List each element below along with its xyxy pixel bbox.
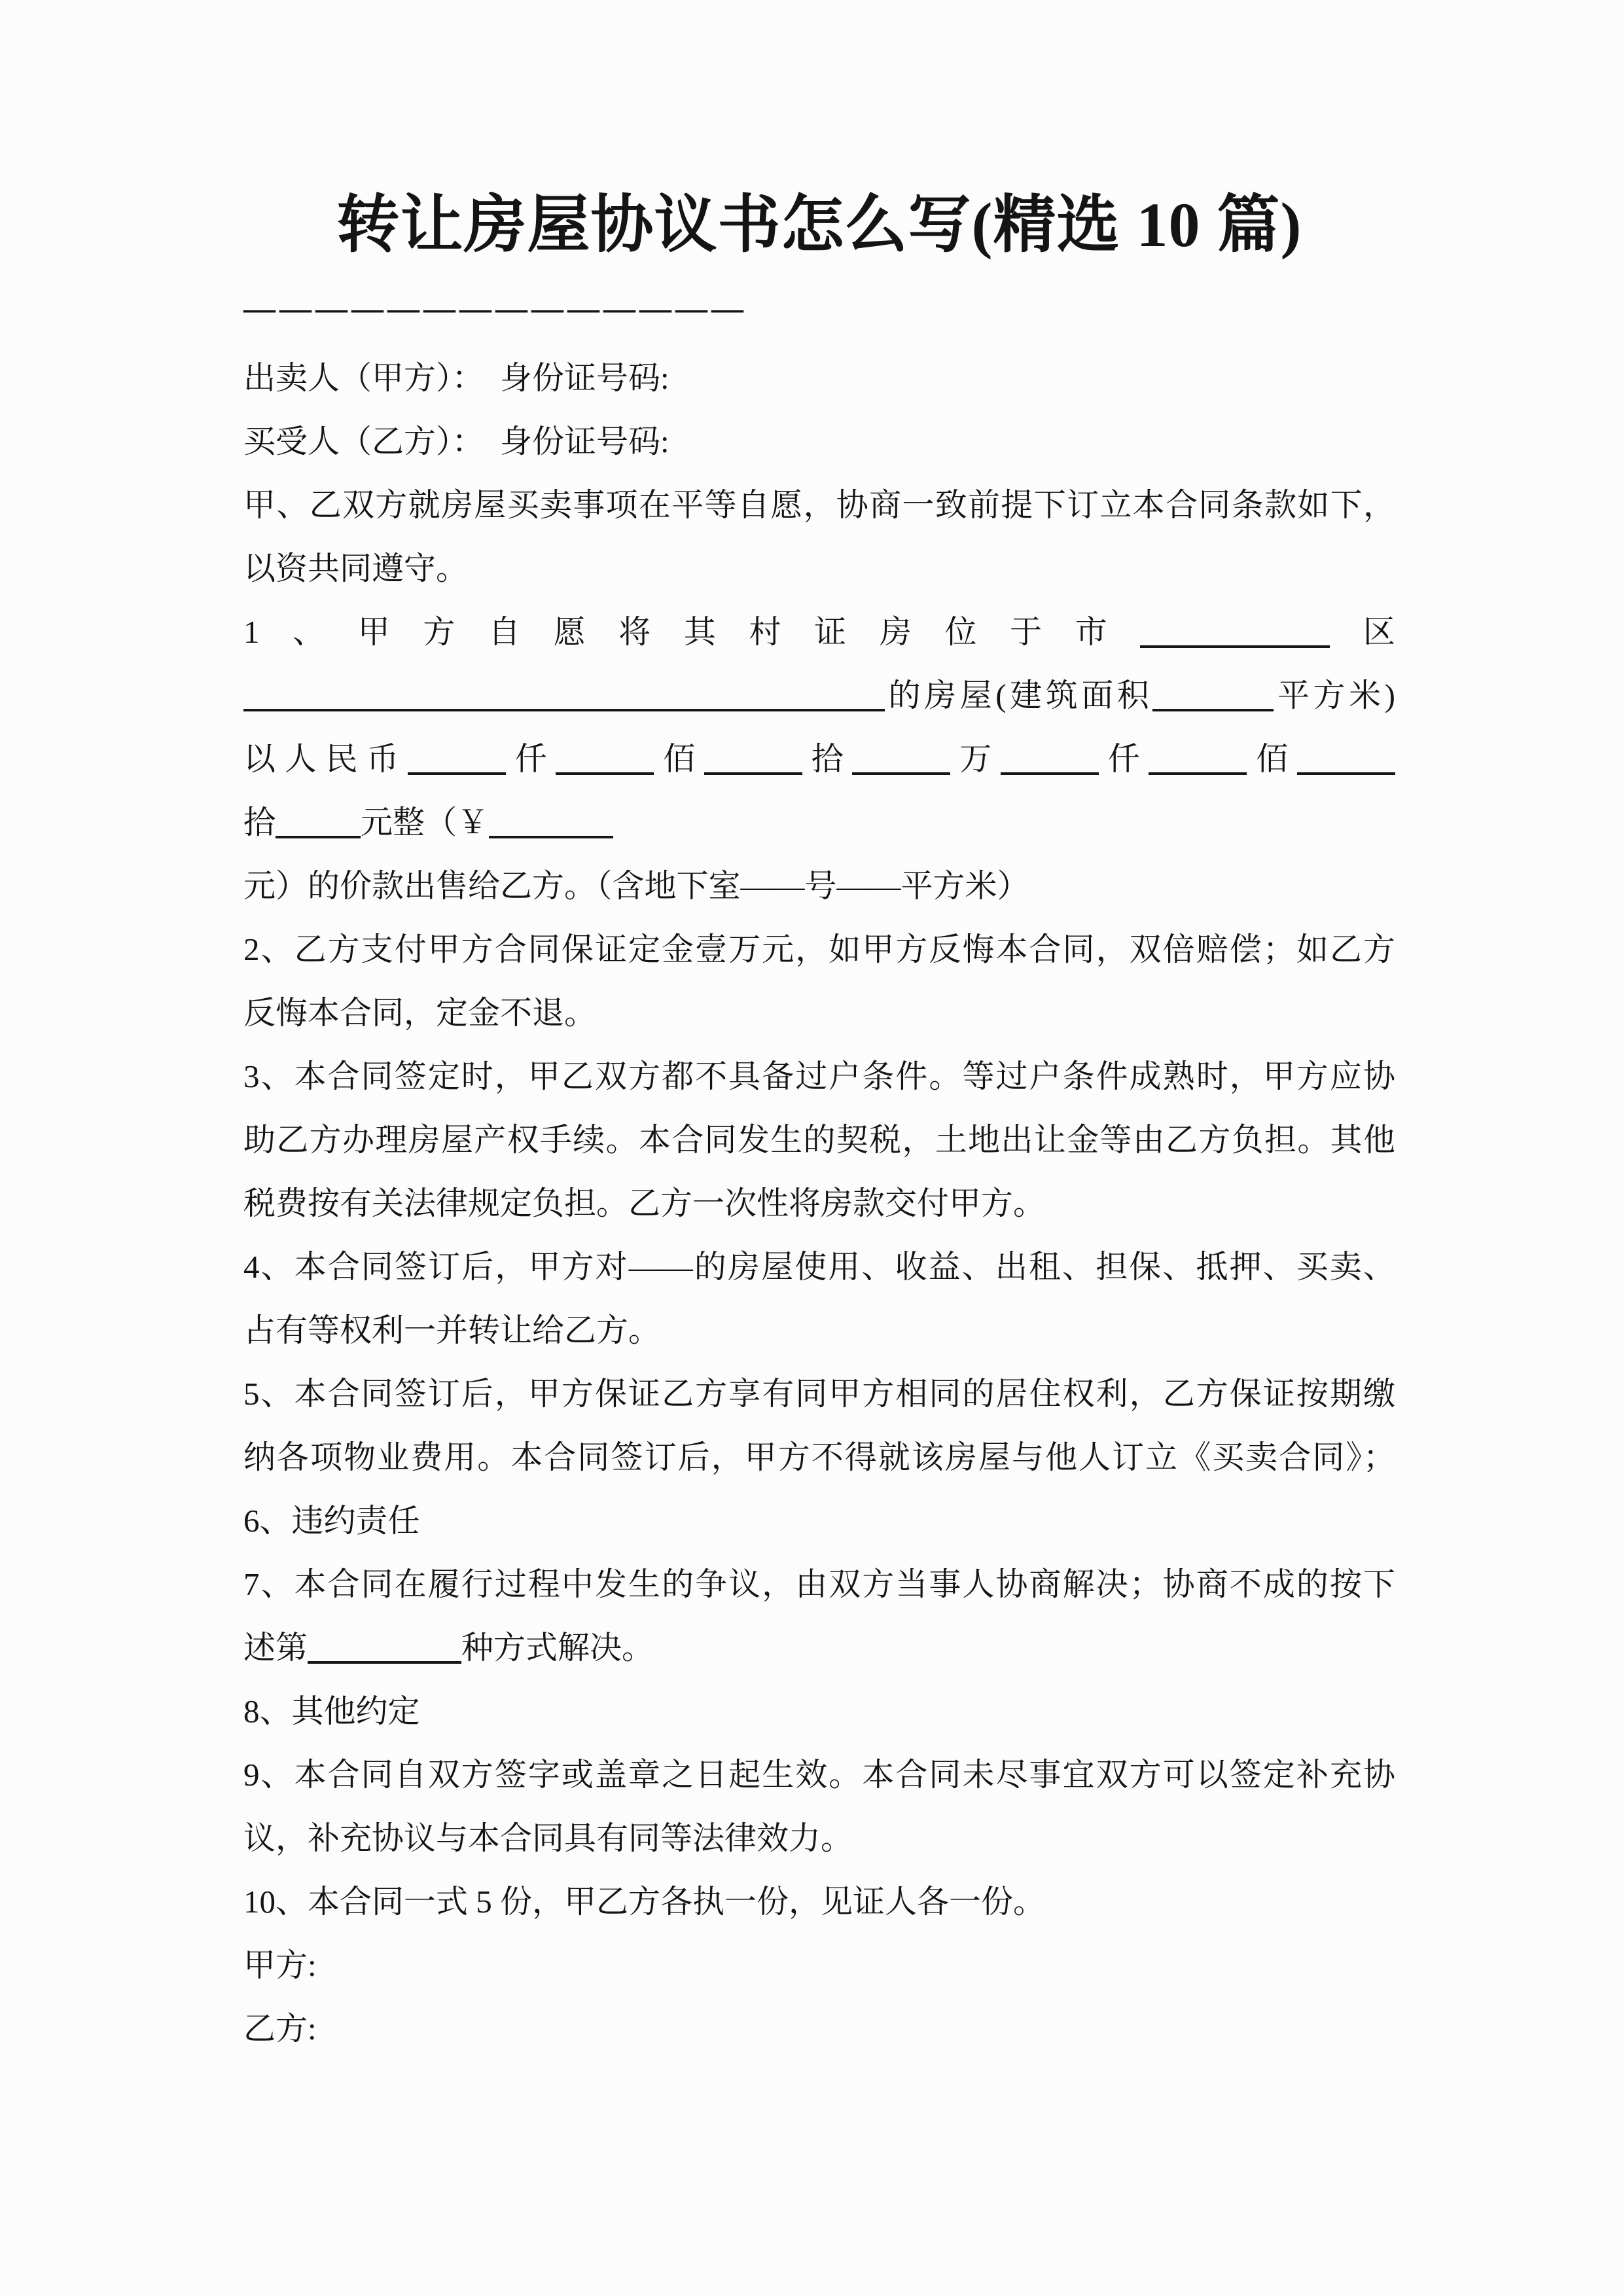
party-b-line: 买受人（乙方）： 身份证号码: [243, 423, 669, 459]
clause-4-line-2: 占有等权利一并转让给乙方。 [243, 1312, 661, 1348]
page-title: 转让房屋协议书怎么写(精选 10 篇) [336, 190, 1302, 260]
blank-district [1140, 640, 1330, 648]
clause-1-text-f: 元整（￥ [361, 804, 490, 840]
clause-9-line-1: 9、本合同自双方签字或盖章之日起生效。本合同未尽事宜双方可以签定补充协 [243, 1757, 1395, 1793]
clause-1-line-3-price-caps [243, 727, 1395, 791]
clause-7-text-b: 种方式解决。 [461, 1630, 654, 1666]
clause-2-line-1: 2、乙方支付甲方合同保证定金壹万元，如甲方反悔本合同，双倍赔偿；如乙方 [243, 931, 1395, 967]
blank-floor-area [1152, 704, 1274, 711]
blank-amount-3 [704, 767, 802, 775]
clause-1-text-a: 1、甲方自愿将其村证房位于市 [243, 614, 1141, 650]
blank-amount-4 [852, 767, 950, 775]
money-caps-wan: 万 [950, 741, 1001, 777]
blank-amount-5 [1001, 767, 1099, 775]
clause-7-line-1: 7、本合同在履行过程中发生的争议，由双方当事人协商解决；协商不成的按下 [243, 1566, 1395, 1602]
money-caps-qian-1: 仟 [505, 741, 556, 777]
blank-amount-6 [1149, 767, 1247, 775]
party-a-signature: 甲方: [243, 1947, 317, 1983]
blank-amount-1 [408, 767, 506, 775]
clause-5-line-2: 纳各项物业费用。本合同签订后，甲方不得就该房屋与他人订立《买卖合同》； [243, 1439, 1395, 1475]
clause-10-line: 10、本合同一式 5 份，甲乙方各执一份，见证人各一份。 [243, 1884, 1046, 1920]
clause-3-line-1: 3、本合同签定时，甲乙双方都不具备过户条件。等过户条件成熟时，甲方应协 [243, 1058, 1395, 1094]
money-caps-shi-1: 拾 [802, 741, 853, 777]
clause-8-line: 8、其他约定 [243, 1693, 420, 1729]
clause-4-line-1: 4、本合同签订后，甲方对——的房屋使用、收益、出租、担保、抵押、买卖、 [243, 1249, 1395, 1285]
clause-1-line-4 [243, 791, 1395, 854]
blank-amount-numeric [489, 831, 613, 838]
clause-1-text-d: 平方米) [1274, 677, 1395, 713]
party-a-line: 出卖人（甲方）： 身份证号码: [243, 360, 669, 396]
intro-line-1: 甲、乙双方就房屋买卖事项在平等自愿，协商一致前提下订立本合同条款如下， [243, 487, 1395, 523]
money-caps-bai-1: 佰 [654, 741, 704, 777]
clause-1-line-5: 元）的价款出售给乙方。（含地下室——号——平方米） [243, 868, 1029, 904]
clause-1-line-2 [243, 664, 1395, 727]
blank-amount-2 [556, 767, 654, 775]
clause-1-text-e: 拾 [243, 804, 276, 840]
clause-1-text-b: 区 [1330, 614, 1395, 650]
money-caps-qian-2: 仟 [1098, 741, 1149, 777]
clause-7-line-2 [243, 1616, 1395, 1679]
party-b-signature: 乙方: [243, 2011, 317, 2047]
clause-2-line-2: 反悔本合同，定金不退。 [243, 995, 597, 1031]
money-caps-prefix: 以人民币 [243, 741, 408, 777]
money-caps-bai-2: 佰 [1247, 741, 1297, 777]
clause-1-text-c: 的房屋(建筑面积 [885, 677, 1153, 713]
blank-amount-8 [276, 831, 361, 838]
blank-dispute-method [308, 1656, 461, 1664]
blank-address [243, 704, 885, 711]
clause-6-line: 6、违约责任 [243, 1503, 420, 1539]
clause-5-line-1: 5、本合同签订后，甲方保证乙方享有同甲方相同的居住权利，乙方保证按期缴 [243, 1376, 1395, 1412]
clause-9-line-2: 议，补充协议与本合同具有同等法律效力。 [243, 1820, 853, 1856]
intro-line-2: 以资共同遵守。 [243, 550, 469, 586]
title-divider-line: —————————————— [243, 290, 747, 326]
blank-amount-7 [1297, 767, 1395, 775]
clause-1-line-1 [243, 600, 1395, 664]
clause-3-line-2: 助乙方办理房屋产权手续。本合同发生的契税，土地出让金等由乙方负担。其他 [243, 1122, 1395, 1158]
clause-7-text-a: 述第 [243, 1630, 308, 1666]
clause-3-line-3: 税费按有关法律规定负担。乙方一次性将房款交付甲方。 [243, 1185, 1046, 1221]
